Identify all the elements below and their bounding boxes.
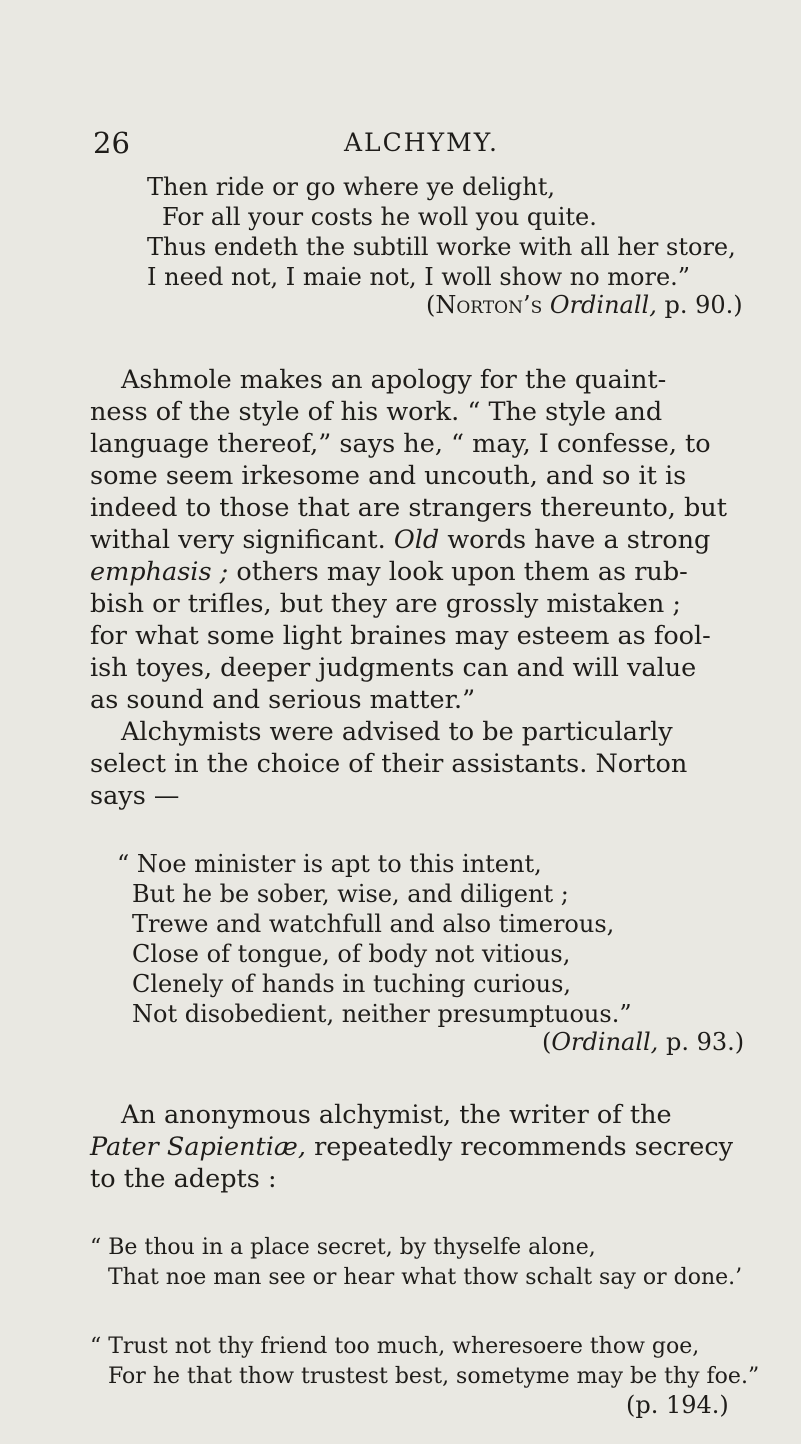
verse-line: Thus endeth the subtill worke with all her store, [147, 233, 736, 261]
citation-page: p. 93. [665, 1028, 735, 1056]
citation-work: Ordinall, [549, 291, 657, 319]
citation: (Norton’s Ordinall, p. 90.) [426, 291, 743, 319]
verse-line: I need not, I maie not, I woll show no more.” [147, 263, 691, 291]
text-run: others may look upon them as rub- [228, 557, 688, 587]
paragraph-line: select in the choice of their assistants. Norton [90, 749, 688, 779]
italic-text: emphasis ; [90, 557, 229, 587]
running-title: ALCHYMY. [344, 128, 499, 157]
paragraph-line: as sound and serious matter.” [90, 685, 476, 715]
paragraph-line: language thereof,” says he, “ may, I confesse, to [90, 429, 711, 459]
paragraph-line: ish toyes, deeper judgments can and will value [90, 653, 697, 683]
paragraph-line: bish or trifles, but they are grossly mistaken ; [90, 589, 681, 619]
verse-line: Then ride or go where ye delight, [147, 173, 555, 201]
citation: (p. 194.) [626, 1391, 729, 1419]
verse-line: For all your costs he woll you quite. [162, 203, 597, 231]
paragraph-line: Alchymists were advised to be particularly [121, 717, 673, 747]
citation-work: Ordinall, [551, 1028, 659, 1056]
paragraph-line: says — [90, 781, 180, 811]
page-number: 26 [93, 126, 130, 160]
paragraph-line [90, 525, 710, 555]
paragraph-line: ness of the style of his work. “ The style and [90, 397, 663, 427]
verse-line: Not disobedient, neither presumptuous.” [132, 1000, 632, 1028]
paragraph-line: Ashmole makes an apology for the quaint- [121, 365, 667, 395]
verse-line: For he that thow trustest best, sometyme may be thy foe.” [108, 1364, 760, 1389]
paragraph-line: some seem irkesome and uncouth, and so it is [90, 461, 687, 491]
paragraph-line [90, 557, 688, 587]
verse-line: That noe man see or hear what thow schalt say or done.’ [108, 1265, 743, 1290]
italic-text: Old [393, 525, 440, 555]
verse-line: Close of tongue, of body not vitious, [132, 940, 571, 968]
text-run: words have a strong [439, 525, 711, 555]
text-run: withal very significant. [90, 525, 394, 555]
verse-line: “ Noe minister is apt to this intent, [117, 850, 542, 878]
verse-line: “ Be thou in a place secret, by thyselfe alone, [90, 1235, 596, 1260]
verse-line: Trewe and watchfull and also timerous, [132, 910, 615, 938]
text-run: repeatedly recommends secrecy [306, 1132, 734, 1162]
citation: (Ordinall, p. 93.) [542, 1028, 745, 1056]
verse-line: “ Trust not thy friend too much, wheresoere thow goe, [90, 1334, 700, 1359]
italic-text: Pater Sapientiæ, [90, 1132, 306, 1162]
paragraph-line: indeed to those that are strangers thereunto, but [90, 493, 727, 523]
verse-line: But he be sober, wise, and diligent ; [132, 880, 569, 908]
paragraph-line: to the adepts : [90, 1164, 277, 1194]
verse-line: Clenely of hands in tuching curious, [132, 970, 572, 998]
citation-page: p. 90. [664, 291, 734, 319]
page-header [0, 126, 801, 166]
paragraph-line: An anonymous alchymist, the writer of the [121, 1100, 672, 1130]
paragraph-line [90, 1132, 733, 1162]
paragraph-line: for what some light braines may esteem as fool- [90, 621, 711, 651]
citation-author: Norton’s [435, 291, 543, 319]
